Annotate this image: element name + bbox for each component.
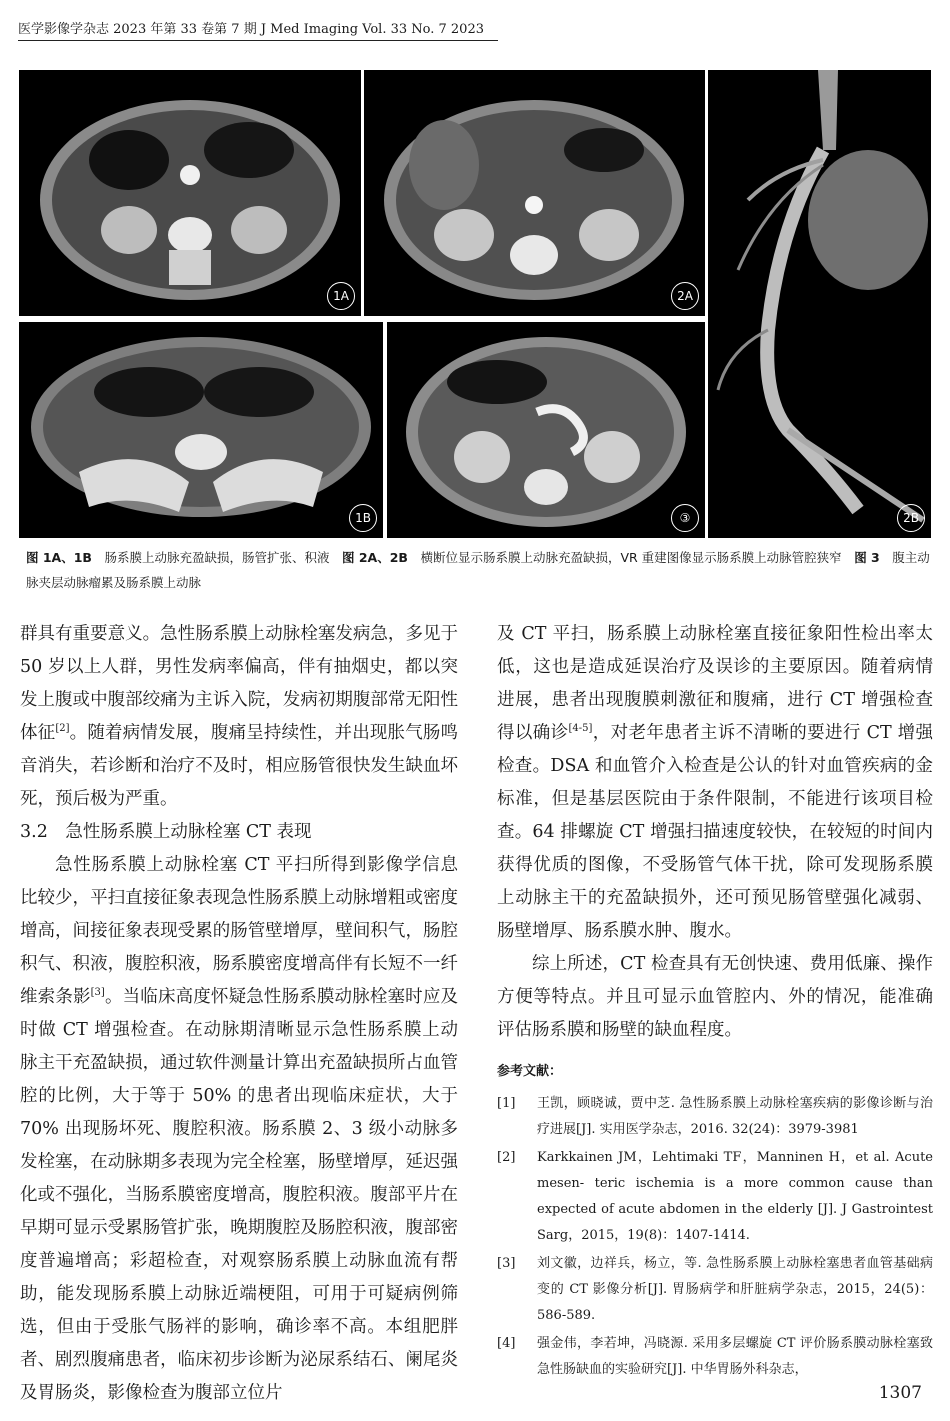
reference-text: 刘文徽，边祥兵，杨立，等. 急性肠系膜上动脉栓塞患者血管基础病变的 CT 影像分析[J]. 胃肠病学和肝脏病学杂志，2015，24(5)：586-589. [537,1256,933,1323]
caption-fig3-text: 腹主动脉夹层动脉瘤累及肠系膜上动脉 [26,550,930,590]
paragraph-text: 。当临床高度怀疑急性肠系膜动脉栓塞时应及时做 CT 增强检查。在动脉期清晰显示急性肠系膜上动脉主干充盈缺损，通过软件测量计算出充盈缺损所占血管腔的比例，大于等于 50% 的患者出现临床症状，大于 70% 出现肠坏死、腹腔积液。肠系膜 2、3 级小动脉多发栓塞，在动脉期多表现为完全栓塞，肠壁增厚，延迟强化或不强化，当肠系膜密度增高，腹腔积液。腹部平片在早期可显示受累肠管扩张，晚期腹腔及肠腔积液，腹部密度普遍增高；彩超检查，对观察肠系膜上动脉血流有帮助，能发现肠系膜上动脉近端梗阻，可用于可疑病例筛选，但由于受胀气肠袢的影响，确诊率不高。本组肥胖者、剧烈腹痛患者，临床初步诊断为泌尿系结石、阑尾炎及胃肠炎，影像检查为腹部立位片 [20,987,459,1403]
reference-number: [3] [497,1256,516,1271]
citation: [2] [55,723,70,735]
figure-label-1b: 1B [349,504,377,532]
ct-scan-graphic [364,70,705,316]
left-column [20,618,458,1410]
caption-fig1-text: 肠系膜上动脉充盈缺损，肠管扩张、积液 [104,550,330,565]
references-heading: 参考文献： [497,1064,563,1079]
citation: [4-5] [568,723,593,735]
ct-image-1a [19,70,361,316]
paragraph-text: ，对老年患者主诉不清晰的要进行 CT 增强检查。DSA 和血管介入检查是公认的针对血管疾病的金标准，但是基层医院由于条件限制，不能进行该项目检查。64 排螺旋 CT 增强扫描速度较快，在较短的时间内获得优质的图像，不受肠管气体干扰，除可发现肠系膜上动脉主干的充盈缺损外，还可预见肠管壁强化减弱、肠壁增厚、肠系膜水肿、腹水。 [497,723,934,941]
reference-list [497,1091,933,1383]
figure-label-3: ③ [671,504,699,532]
reference-text: 王凯，顾晓诚，贾中芝. 急性肠系膜上动脉栓塞疾病的影像诊断与治疗进展[J]. 实用医学杂志，2016. 32(24)：3979-3981 [537,1096,933,1137]
section-heading: 3.2 急性肠系膜上动脉栓塞 CT 表现 [20,822,312,842]
paragraph-text: 群具有重要意义。急性肠系膜上动脉栓塞发病急，多见于 50 岁以上人群，男性发病率偏高，伴有抽烟史，都以突发上腹或中腹部绞痛为主诉入院，发病初期腹部常无阳性体征 [20,624,458,743]
reference-number: [1] [497,1096,516,1111]
running-header: 医学影像学杂志 2023 年第 33 卷第 7 期 J Med Imaging Vol. 33 No. 7 2023 [18,18,498,41]
paragraph [20,849,458,1410]
paragraph-text: 急性肠系膜上动脉栓塞 CT 平扫所得到影像学信息比较少，平扫直接征象表现急性肠系膜上动脉增粗或密度增高，间接征象表现受累的肠管壁增厚，壁间积气，肠腔积气、积液，腹腔积液，肠系膜密度增高伴有长短不一纤维索条影 [20,855,458,1007]
reference-item [497,1331,933,1383]
vr-image-2b [708,70,931,538]
paragraph-text: 及 CT 平扫，肠系膜上动脉栓塞直接征象阳性检出率太低，这也是造成延误治疗及误诊的主要原因。随着病情进展，患者出现腹膜刺激征和腹痛，进行 CT 增强检查得以确诊 [497,624,933,743]
page-number: 1307 [878,1383,922,1403]
caption-fig3-label: 图 3 [854,550,880,565]
figure-label-2a: 2A [671,282,699,310]
right-column [497,618,933,1385]
reference-text: 强金伟，李若坤，冯晓源. 采用多层螺旋 CT 评价肠系膜动脉栓塞致急性肠缺血的实验研究[J]. 中华胃肠外科杂志， [537,1336,933,1377]
paragraph [497,618,933,948]
figure-label-2b: 2B [897,504,925,532]
figure-label-1a: 1A [327,282,355,310]
ct-image-2a [364,70,705,316]
reference-text: Karkkainen JM，Lehtimaki TF，Manninen H，et al. Acute mesen- teric ischemia is a more common cause than expected of acute abdomen in the elderly [J]. J Gastrointest Sarg，2015，19(8)：1407-1414. [537,1150,933,1243]
citation: [3] [90,987,105,999]
ct-scan-graphic [19,70,361,316]
vr-vessel-graphic [708,70,931,538]
caption-fig1-label: 图 1A、1B [26,550,92,565]
paragraph-text: 。随着病情发展，腹痛呈持续性，并出现胀气肠鸣音消失，若诊断和治疗不及时，相应肠管很快发生缺血坏死，预后极为严重。 [20,723,459,809]
ct-image-1b [19,322,383,538]
caption-fig2-text: 横断位显示肠系膜上动脉充盈缺损，VR 重建图像显示肠系膜上动脉管腔狭窄 [420,550,842,565]
reference-item [497,1145,933,1249]
reference-number: [4] [497,1336,516,1351]
caption-fig2-label: 图 2A、2B [342,550,408,565]
ct-scan-graphic [19,322,383,538]
ct-image-3 [387,322,705,538]
reference-number: [2] [497,1150,516,1165]
paragraph [20,618,458,816]
reference-item [497,1251,933,1329]
paragraph: 综上所述，CT 检查具有无创快速、费用低廉、操作方便等特点。并且可显示血管腔内、外的情况，能准确评估肠系膜和肠壁的缺血程度。 [497,954,933,1040]
ct-scan-graphic [387,322,705,538]
figure-caption [26,545,931,595]
reference-item [497,1091,933,1143]
